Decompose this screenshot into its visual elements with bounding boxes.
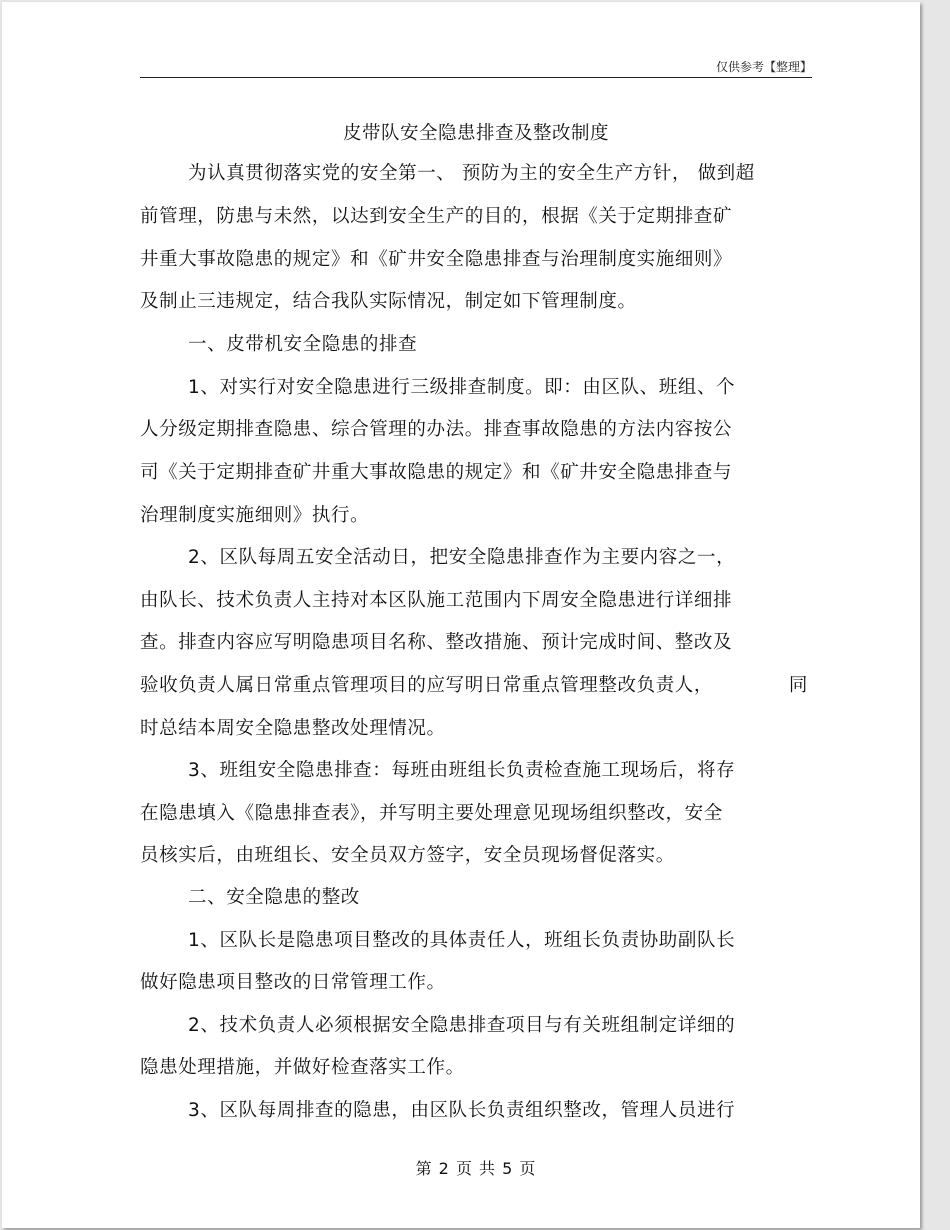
paragraph-line: 查。排查内容应写明隐患项目名称、整改措施、预计完成时间、整改及 (140, 632, 733, 653)
paragraph-line: 2、区队每周五安全活动日，把安全隐患排查作为主要内容之一， (188, 547, 736, 568)
line-text-tail: 同 (788, 675, 808, 696)
paragraph-line: 做好隐患项目整改的日常管理工作。 (140, 972, 446, 993)
paragraph-line: 前管理，防患与未然，以达到安全生产的目的，根据《关于定期排查矿 (140, 206, 733, 227)
paragraph-line: 治理制度实施细则》执行。 (140, 505, 370, 526)
paragraph-line: 为认真贯彻落实党的安全第一、 预防为主的安全生产方针， 做到超 (188, 163, 755, 184)
paragraph-line: 2、技术负责人必须根据安全隐患排查项目与有关班组制定详细的 (188, 1015, 736, 1036)
paragraph-line: 人分级定期排查隐患、综合管理的办法。排查事故隐患的方法内容按公 (140, 419, 733, 440)
section-heading: 一、皮带机安全隐患的排查 (188, 334, 418, 355)
paragraph-line: 隐患处理措施，并做好检查落实工作。 (140, 1057, 465, 1078)
paragraph-line: 由队长、技术负责人主持对本区队施工范围内下周安全隐患进行详细排 (140, 590, 733, 611)
paragraph-line: 井重大事故隐患的规定》和《矿井安全隐患排查与治理制度实施细则》 (140, 249, 733, 270)
paragraph-line: 3、班组安全隐患排查：每班由班组长负责检查施工现场后，将存 (188, 760, 736, 781)
paragraph-line: 司《关于定期排查矿井重大事故隐患的规定》和《矿井安全隐患排查与 (140, 462, 733, 483)
paragraph-line: 及制止三违规定，结合我队实际情况，制定如下管理制度。 (140, 291, 637, 312)
paragraph-line: 在隐患填入《隐患排查表》，并写明主要处理意见现场组织整改，安全 (140, 803, 723, 824)
paragraph-line: 3、区队每周排查的隐患，由区队长负责组织整改，管理人员进行 (188, 1100, 736, 1121)
document-page (2, 2, 920, 1228)
paragraph-line: 1、对实行对安全隐患进行三级排查制度。即：由区队、班组、个 (188, 377, 736, 398)
page-number: 第 2 页 共 5 页 (415, 1159, 537, 1178)
paragraph-line: 1、区队长是隐患项目整改的具体责任人，班组长负责协助副队长 (188, 930, 736, 951)
header-rule (140, 77, 812, 78)
section-heading: 二、安全隐患的整改 (188, 887, 360, 908)
document-title: 皮带队安全隐患排查及整改制度 (342, 123, 609, 144)
paragraph-line (140, 673, 808, 699)
paragraph-line: 员核实后，由班组长、安全员双方签字，安全员现场督促落实。 (140, 845, 675, 866)
paragraph-line: 时总结本周安全隐患整改处理情况。 (140, 718, 446, 739)
line-text: 验收负责人属日常重点管理项目的应写明日常重点管理整改负责人， (140, 675, 714, 696)
header-note: 仅供参考【整理】 (715, 60, 812, 74)
